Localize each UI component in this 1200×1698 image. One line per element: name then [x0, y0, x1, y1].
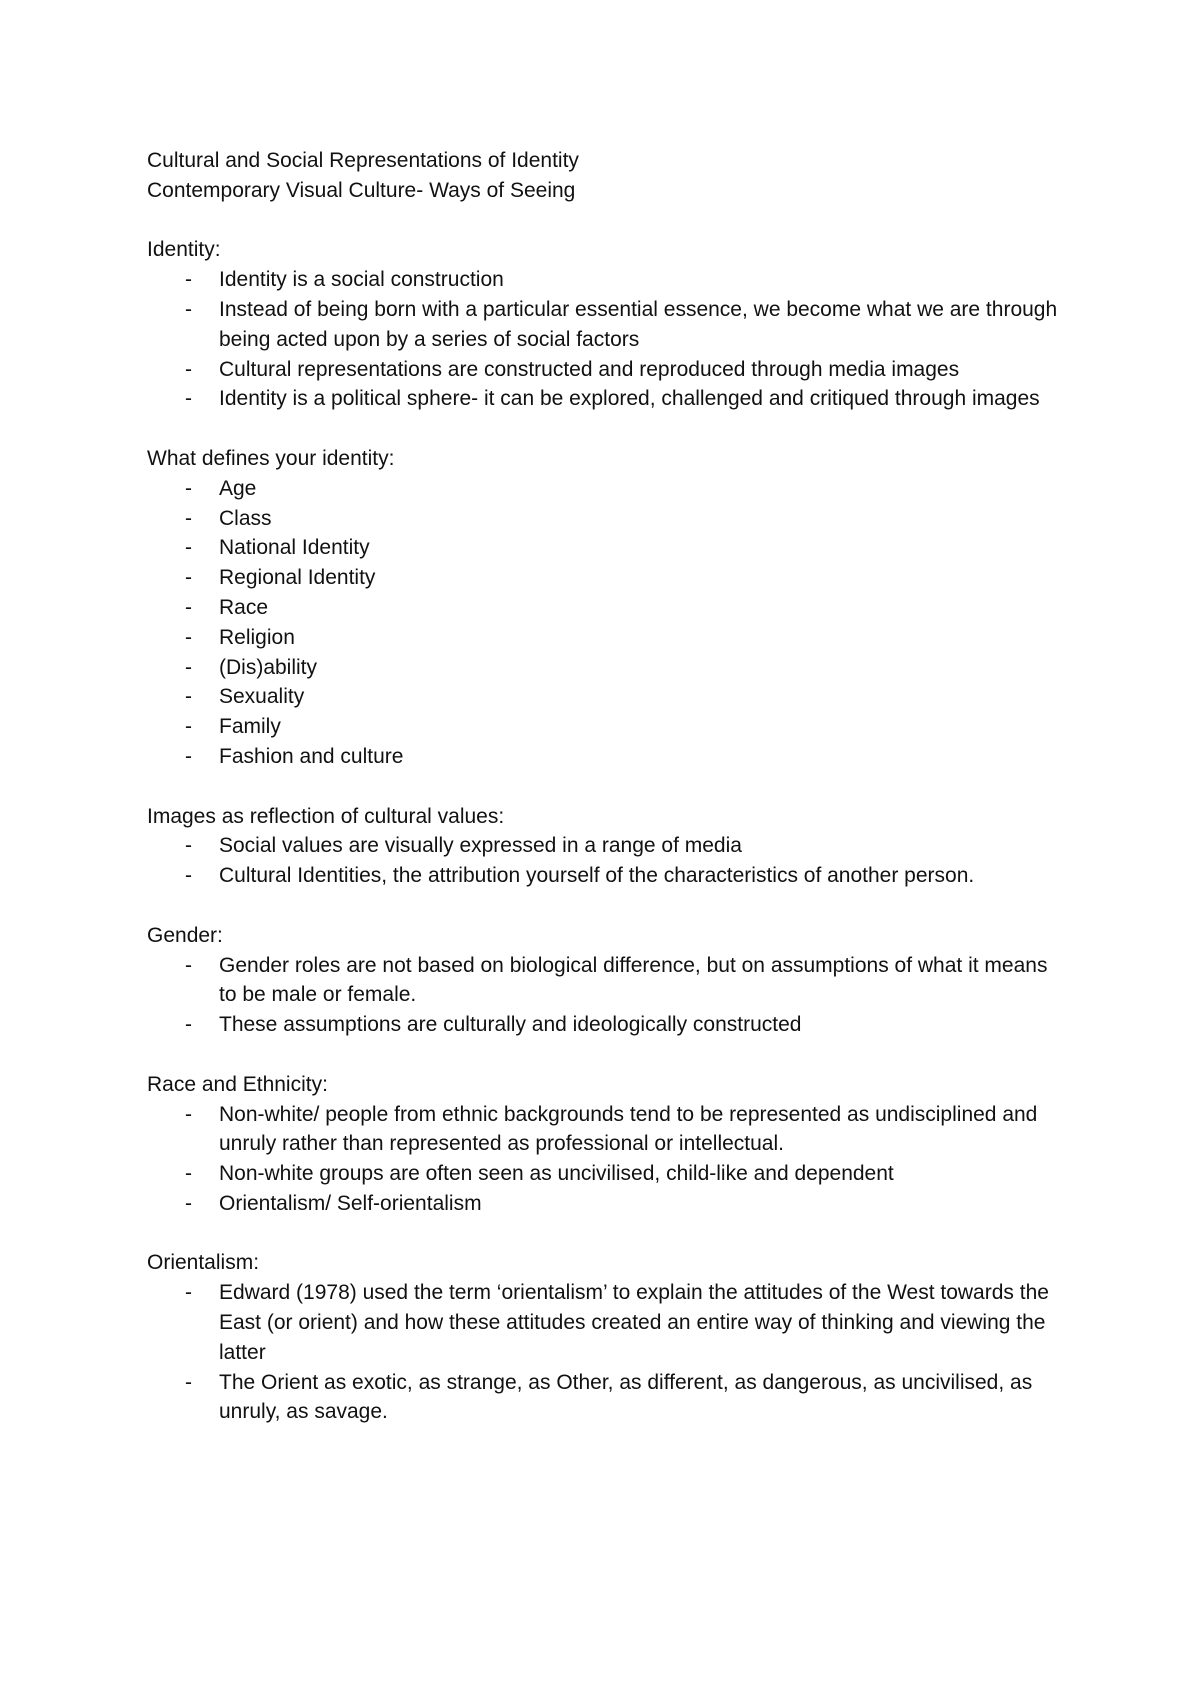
list-item: - Regional Identity	[147, 563, 1059, 593]
list-item: - Instead of being born with a particular essential essence, we become what we are through being acted upon by a series of social factors	[147, 295, 1059, 355]
list-item: - Age	[147, 474, 1059, 504]
document-body	[147, 146, 1077, 1427]
list-item: - Religion	[147, 623, 1059, 653]
section-images-cultural-values	[147, 802, 1077, 891]
list-item: - (Dis)ability	[147, 653, 1059, 683]
list-item: - Gender roles are not based on biological difference, but on assumptions of what it means to be male or female.	[147, 951, 1059, 1011]
document-subtitle: Contemporary Visual Culture- Ways of Seeing	[147, 178, 576, 202]
spacer	[147, 891, 1077, 921]
list-item: - Family	[147, 712, 1059, 742]
list-item: - Cultural representations are constructed and reproduced through media images	[147, 355, 1059, 385]
section-heading: Orientalism:	[147, 1251, 260, 1275]
section-race-ethnicity	[147, 1070, 1077, 1219]
spacer	[147, 1040, 1077, 1070]
section-heading: What defines your identity:	[147, 446, 395, 470]
list-item: - Identity is a social construction	[147, 265, 1059, 295]
list-item: - Class	[147, 504, 1059, 534]
list-item: - National Identity	[147, 533, 1059, 563]
list-item: - Cultural Identities, the attribution yourself of the characteristics of another person.	[147, 861, 1059, 891]
list-item: - Edward (1978) used the term ‘orientalism’ to explain the attitudes of the West towards the East (or orient) and how these attitudes created an entire way of thinking and viewing the latter	[147, 1278, 1059, 1367]
section-heading: Images as reflection of cultural values:	[147, 804, 505, 828]
section-heading: Race and Ethnicity:	[147, 1072, 328, 1096]
list-item: - Race	[147, 593, 1059, 623]
list-item: - Identity is a political sphere- it can be explored, challenged and critiqued through images	[147, 384, 1059, 414]
bullet-list	[147, 951, 1077, 1040]
spacer	[147, 1219, 1077, 1249]
list-item: - Fashion and culture	[147, 742, 1059, 772]
list-item: - Non-white/ people from ethnic backgrounds tend to be represented as undisciplined and unruly rather than represented as professional or intellectual.	[147, 1100, 1059, 1160]
spacer	[147, 772, 1077, 802]
list-item: - The Orient as exotic, as strange, as Other, as different, as dangerous, as uncivilised, as unruly, as savage.	[147, 1368, 1059, 1428]
spacer	[147, 206, 1077, 236]
bullet-list	[147, 1100, 1077, 1219]
section-heading: Identity:	[147, 238, 221, 262]
section-heading: Gender:	[147, 923, 223, 947]
spacer	[147, 414, 1077, 444]
list-item: - These assumptions are culturally and ideologically constructed	[147, 1010, 1059, 1040]
bullet-list	[147, 474, 1077, 772]
list-item: - Social values are visually expressed in a range of media	[147, 831, 1059, 861]
bullet-list	[147, 265, 1077, 414]
document-title: Cultural and Social Representations of Identity	[147, 149, 579, 172]
section-orientalism	[147, 1248, 1077, 1427]
list-item: - Sexuality	[147, 682, 1059, 712]
bullet-list	[147, 831, 1077, 891]
list-item: - Non-white groups are often seen as uncivilised, child-like and dependent	[147, 1159, 1059, 1189]
section-gender	[147, 921, 1077, 1040]
section-what-defines-identity	[147, 444, 1077, 772]
list-item: - Orientalism/ Self-orientalism	[147, 1189, 1059, 1219]
section-identity	[147, 235, 1077, 414]
bullet-list	[147, 1278, 1077, 1427]
